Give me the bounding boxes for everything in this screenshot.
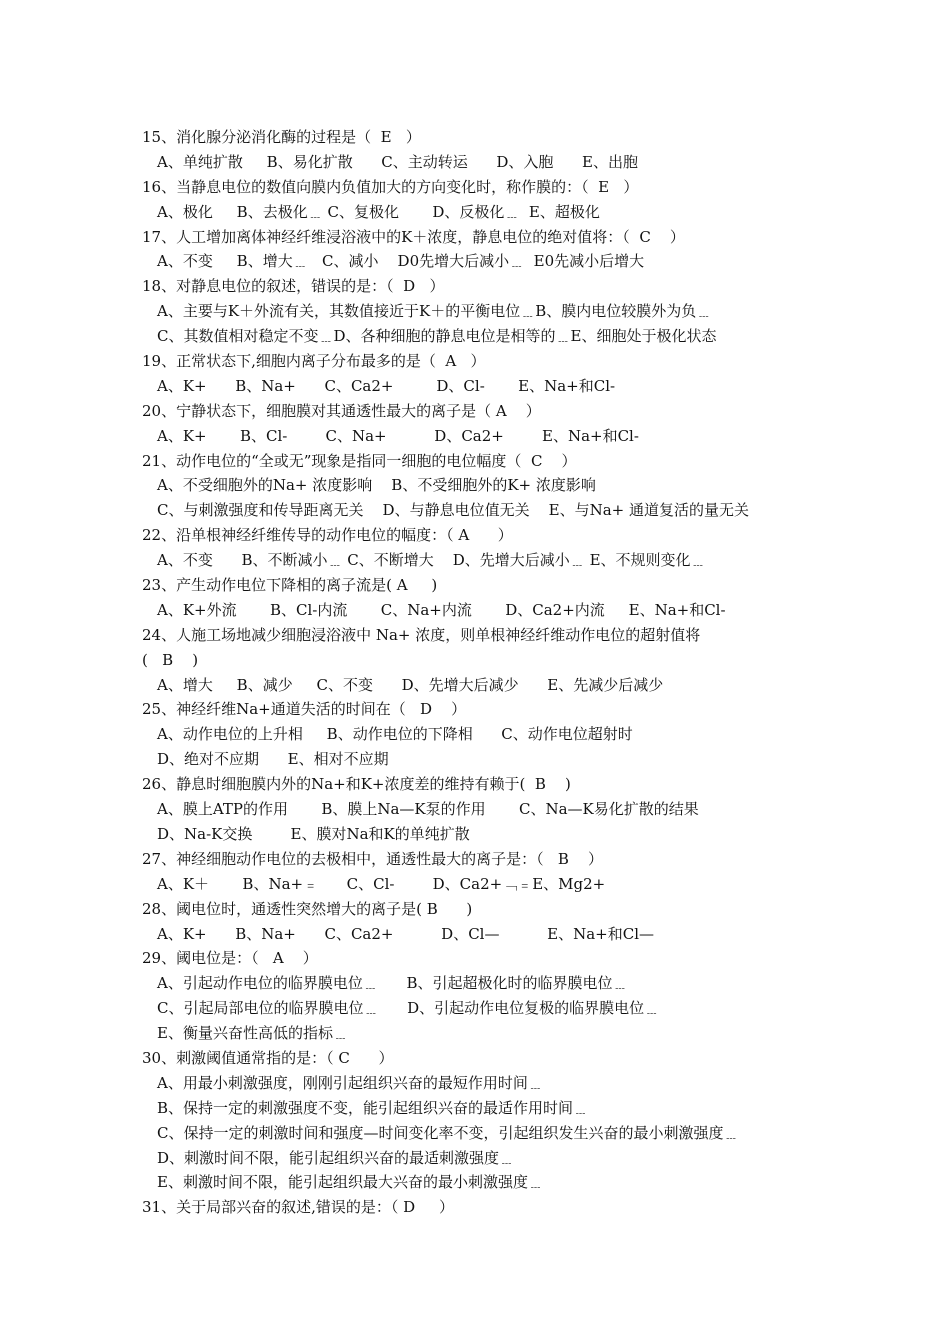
- answer-options: A、动作电位的上升相 B、动作电位的下降相 C、动作电位超射时: [157, 725, 633, 744]
- question-stem: 24、人施工场地减少细胞浸浴液中 Na+ 浓度，则单根神经纤维动作电位的超射值将: [142, 625, 701, 644]
- question-stem: 27、神经细胞动作电位的去极相中，通透性最大的离子是：（ B ）: [142, 849, 603, 868]
- answer-options: E、刺激时间不限，能引起组织最大兴奋的最小刺激强度﹍: [157, 1173, 543, 1192]
- question-stem: 22、沿单根神经纤维传导的动作电位的幅度：（ A ）: [142, 526, 513, 545]
- question-stem: 17、人工增加离体神经纤维浸浴液中的K＋浓度，静息电位的绝对值将：（ C ）: [142, 227, 685, 246]
- question-stem: 26、静息时细胞膜内外的Na+和K+浓度差的维持有赖于( B ): [142, 775, 571, 794]
- answer-options: C、保持一定的刺激时间和强度—时间变化率不变，引起组织发生兴奋的最小刺激强度﹍: [157, 1123, 739, 1142]
- question-stem: 21、动作电位的“全或无”现象是指同一细胞的电位幅度（ C ）: [142, 451, 577, 470]
- question-list: [142, 125, 822, 1220]
- answer-options: A、不变 B、增大﹍ C、减小 D0先增大后减小﹍ E0先减小后增大: [157, 252, 645, 271]
- question-stem: 25、神经纤维Na+通道失活的时间在（ D ）: [142, 700, 467, 719]
- answer-options: C、其数值相对稳定不变﹍D、各种细胞的静息电位是相等的﹍E、细胞处于极化状态: [157, 327, 717, 346]
- answer-options: A、K＋ B、Na+﹦ C、Cl- D、Ca2+﹁﹦E、Mg2+: [157, 874, 606, 893]
- answer-options: A、极化 B、去极化﹍ C、复极化 D、反极化﹍ E、超极化: [157, 202, 600, 221]
- answer-options: C、与刺激强度和传导距离无关 D、与静息电位值无关 E、与Na+ 通道复活的量无关: [157, 501, 750, 520]
- answer-options: A、K+ B、Cl- C、Na+ D、Ca2+ E、Na+和Cl-: [157, 426, 639, 445]
- question-stem: 18、对静息电位的叙述，错误的是：（ D ）: [142, 277, 445, 296]
- question-stem: 23、产生动作电位下降相的离子流是( A ): [142, 576, 438, 595]
- answer-options: D、绝对不应期 E、相对不应期: [157, 750, 389, 769]
- question-stem: 30、刺激阈值通常指的是：（ C ）: [142, 1048, 394, 1067]
- answer-options: A、单纯扩散 B、易化扩散 C、主动转运 D、入胞 E、出胞: [157, 152, 638, 171]
- answer-options: E、衡量兴奋性高低的指标﹍: [157, 1024, 348, 1043]
- answer-options: A、K+ B、Na+ C、Ca2+ D、Cl- E、Na+和Cl-: [157, 376, 616, 395]
- answer-options: A、增大 B、减少 C、不变 D、先增大后减少 E、先减少后减少: [157, 675, 664, 694]
- question-stem: 29、阈电位是：（ A ）: [142, 949, 318, 968]
- answer-options: D、刺激时间不限，能引起组织兴奋的最适刺激强度﹍: [157, 1148, 515, 1167]
- answer-options: A、引起动作电位的临界膜电位﹍ B、引起超极化时的临界膜电位﹍: [157, 974, 628, 993]
- answer-options: A、不受细胞外的Na+ 浓度影响 B、不受细胞外的K+ 浓度影响: [157, 476, 596, 495]
- question-stem: 28、阈电位时，通透性突然增大的离子是( B ): [142, 899, 473, 918]
- question-stem: 19、正常状态下,细胞内离子分布最多的是（ A ）: [142, 352, 486, 371]
- answer-options: D、Na-K交换 E、膜对Na和K的单纯扩散: [157, 824, 470, 843]
- answer-options: B、保持一定的刺激强度不变，能引起组织兴奋的最适作用时间﹍: [157, 1098, 589, 1117]
- answer-options: A、用最小刺激强度，刚刚引起组织兴奋的最短作用时间﹍: [157, 1073, 543, 1092]
- answer-options: A、K+外流 B、Cl-内流 C、Na+内流 D、Ca2+内流 E、Na+和Cl-: [157, 600, 726, 619]
- question-stem-continued: ( B ): [142, 650, 199, 669]
- question-stem: 16、当静息电位的数值向膜内负值加大的方向变化时，称作膜的：（ E ）: [142, 177, 639, 196]
- answer-options: A、主要与K＋外流有关，其数值接近于K＋的平衡电位﹍B、膜内电位较膜外为负﹍: [157, 302, 712, 321]
- answer-options: C、引起局部电位的临界膜电位﹍ D、引起动作电位复极的临界膜电位﹍: [157, 999, 660, 1018]
- question-stem: 15、消化腺分泌消化酶的过程是（ E ）: [142, 128, 421, 146]
- answer-options: A、不变 B、不断减小﹍ C、不断增大 D、先增大后减小﹍ E、不规则变化﹍: [157, 551, 706, 570]
- question-stem: 31、关于局部兴奋的叙述,错误的是：（ D ）: [142, 1198, 454, 1217]
- answer-options: A、膜上ATP的作用 B、膜上Na—K泵的作用 C、Na—K易化扩散的结果: [157, 800, 699, 819]
- question-stem: 20、宁静状态下，细胞膜对其通透性最大的离子是（ A ）: [142, 401, 541, 420]
- answer-options: A、K+ B、Na+ C、Ca2+ D、Cl— E、Na+和Cl—: [157, 924, 655, 943]
